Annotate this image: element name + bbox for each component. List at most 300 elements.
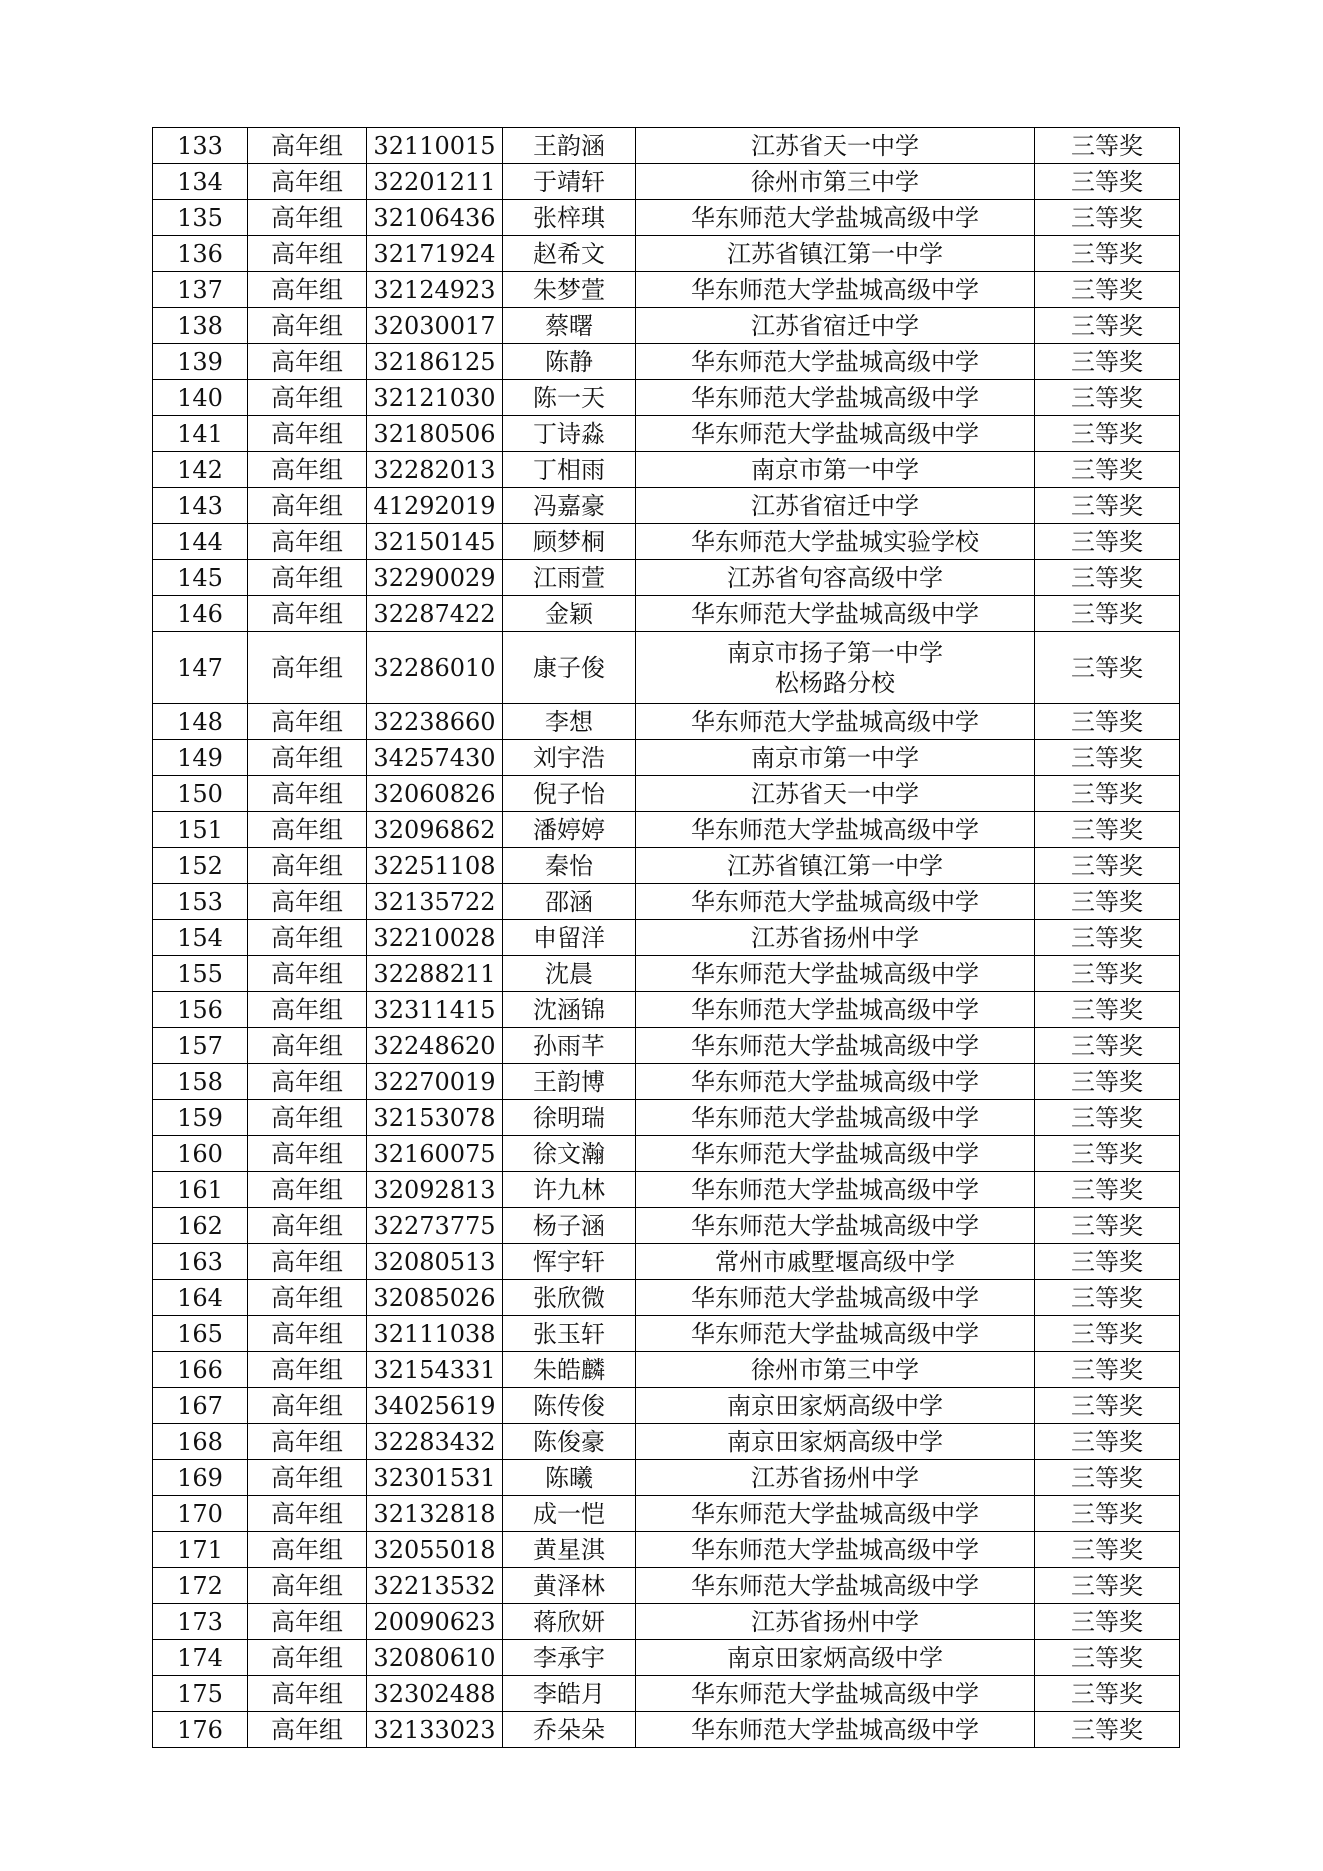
cell-group: 高年组 xyxy=(248,560,367,596)
cell-group: 高年组 xyxy=(248,1244,367,1280)
cell-school xyxy=(636,1244,1035,1280)
cell-group: 高年组 xyxy=(248,380,367,416)
cell-name: 金颖 xyxy=(503,596,636,632)
cell-candidate-id: 32110015 xyxy=(367,128,503,164)
table-row xyxy=(153,1208,1180,1244)
cell-school xyxy=(636,560,1035,596)
table-row xyxy=(153,1460,1180,1496)
school-line: 华东师范大学盐城高级中学 xyxy=(691,1103,979,1132)
cell-candidate-id: 32301531 xyxy=(367,1460,503,1496)
cell-name: 潘婷婷 xyxy=(503,812,636,848)
cell-group: 高年组 xyxy=(248,1532,367,1568)
cell-school xyxy=(636,1100,1035,1136)
cell-school xyxy=(636,416,1035,452)
school-line: 松杨路分校 xyxy=(775,668,895,697)
cell-candidate-id: 32080513 xyxy=(367,1244,503,1280)
cell-candidate-id: 34025619 xyxy=(367,1388,503,1424)
school-line: 华东师范大学盐城高级中学 xyxy=(691,1679,979,1708)
cell-award: 三等奖 xyxy=(1035,416,1180,452)
cell-name: 张欣微 xyxy=(503,1280,636,1316)
school-line: 江苏省天一中学 xyxy=(751,779,919,808)
cell-number: 147 xyxy=(153,632,248,704)
cell-school xyxy=(636,596,1035,632)
cell-group: 高年组 xyxy=(248,524,367,560)
table-body xyxy=(153,128,1180,1748)
cell-name: 王韵博 xyxy=(503,1064,636,1100)
cell-candidate-id: 34257430 xyxy=(367,740,503,776)
cell-award: 三等奖 xyxy=(1035,1532,1180,1568)
cell-number: 160 xyxy=(153,1136,248,1172)
cell-school xyxy=(636,1460,1035,1496)
table-row xyxy=(153,344,1180,380)
cell-number: 148 xyxy=(153,704,248,740)
cell-number: 136 xyxy=(153,236,248,272)
cell-award: 三等奖 xyxy=(1035,812,1180,848)
cell-name: 朱皓麟 xyxy=(503,1352,636,1388)
cell-name: 孙雨芊 xyxy=(503,1028,636,1064)
cell-award: 三等奖 xyxy=(1035,1028,1180,1064)
cell-school xyxy=(636,740,1035,776)
table-row xyxy=(153,812,1180,848)
cell-number: 156 xyxy=(153,992,248,1028)
cell-candidate-id: 32213532 xyxy=(367,1568,503,1604)
school-line: 江苏省天一中学 xyxy=(751,131,919,160)
cell-candidate-id: 32060826 xyxy=(367,776,503,812)
cell-candidate-id: 32273775 xyxy=(367,1208,503,1244)
cell-group: 高年组 xyxy=(248,1208,367,1244)
cell-number: 144 xyxy=(153,524,248,560)
cell-number: 133 xyxy=(153,128,248,164)
cell-award: 三等奖 xyxy=(1035,1172,1180,1208)
table-row xyxy=(153,1172,1180,1208)
cell-school xyxy=(636,200,1035,236)
cell-number: 159 xyxy=(153,1100,248,1136)
cell-number: 143 xyxy=(153,488,248,524)
school-line: 华东师范大学盐城高级中学 xyxy=(691,815,979,844)
cell-candidate-id: 32132818 xyxy=(367,1496,503,1532)
table-row xyxy=(153,1244,1180,1280)
cell-group: 高年组 xyxy=(248,1100,367,1136)
cell-name: 丁诗淼 xyxy=(503,416,636,452)
school-line: 华东师范大学盐城高级中学 xyxy=(691,419,979,448)
cell-school xyxy=(636,452,1035,488)
cell-number: 146 xyxy=(153,596,248,632)
cell-award: 三等奖 xyxy=(1035,1136,1180,1172)
cell-group: 高年组 xyxy=(248,1280,367,1316)
cell-number: 135 xyxy=(153,200,248,236)
cell-name: 陈曦 xyxy=(503,1460,636,1496)
table-row xyxy=(153,848,1180,884)
cell-group: 高年组 xyxy=(248,1460,367,1496)
cell-award: 三等奖 xyxy=(1035,1424,1180,1460)
table-row xyxy=(153,1496,1180,1532)
cell-number: 150 xyxy=(153,776,248,812)
cell-award: 三等奖 xyxy=(1035,920,1180,956)
cell-school xyxy=(636,776,1035,812)
cell-school xyxy=(636,956,1035,992)
cell-candidate-id: 32150145 xyxy=(367,524,503,560)
cell-group: 高年组 xyxy=(248,1640,367,1676)
cell-number: 154 xyxy=(153,920,248,956)
cell-award: 三等奖 xyxy=(1035,596,1180,632)
school-line: 华东师范大学盐城高级中学 xyxy=(691,347,979,376)
school-line: 徐州市第三中学 xyxy=(751,1355,919,1384)
cell-school xyxy=(636,1496,1035,1532)
cell-award: 三等奖 xyxy=(1035,1640,1180,1676)
cell-candidate-id: 32055018 xyxy=(367,1532,503,1568)
cell-name: 恽宇轩 xyxy=(503,1244,636,1280)
table-row xyxy=(153,1640,1180,1676)
cell-award: 三等奖 xyxy=(1035,164,1180,200)
cell-school xyxy=(636,524,1035,560)
cell-award: 三等奖 xyxy=(1035,1496,1180,1532)
cell-school xyxy=(636,380,1035,416)
cell-group: 高年组 xyxy=(248,488,367,524)
cell-number: 138 xyxy=(153,308,248,344)
cell-group: 高年组 xyxy=(248,236,367,272)
cell-group: 高年组 xyxy=(248,1352,367,1388)
cell-group: 高年组 xyxy=(248,1604,367,1640)
cell-number: 168 xyxy=(153,1424,248,1460)
cell-name: 康子俊 xyxy=(503,632,636,704)
school-line: 华东师范大学盐城高级中学 xyxy=(691,1211,979,1240)
cell-group: 高年组 xyxy=(248,992,367,1028)
cell-award: 三等奖 xyxy=(1035,488,1180,524)
cell-award: 三等奖 xyxy=(1035,452,1180,488)
cell-award: 三等奖 xyxy=(1035,236,1180,272)
school-line: 华东师范大学盐城高级中学 xyxy=(691,1031,979,1060)
cell-name: 成一恺 xyxy=(503,1496,636,1532)
cell-number: 142 xyxy=(153,452,248,488)
cell-group: 高年组 xyxy=(248,596,367,632)
table-row xyxy=(153,776,1180,812)
table-row xyxy=(153,992,1180,1028)
cell-school xyxy=(636,1064,1035,1100)
cell-group: 高年组 xyxy=(248,776,367,812)
table-row xyxy=(153,164,1180,200)
cell-school xyxy=(636,128,1035,164)
cell-name: 李想 xyxy=(503,704,636,740)
cell-number: 164 xyxy=(153,1280,248,1316)
cell-group: 高年组 xyxy=(248,272,367,308)
cell-award: 三等奖 xyxy=(1035,200,1180,236)
cell-school xyxy=(636,920,1035,956)
school-line: 南京市第一中学 xyxy=(751,743,919,772)
cell-candidate-id: 32092813 xyxy=(367,1172,503,1208)
table-row xyxy=(153,128,1180,164)
cell-number: 140 xyxy=(153,380,248,416)
cell-candidate-id: 32311415 xyxy=(367,992,503,1028)
cell-name: 张玉轩 xyxy=(503,1316,636,1352)
table-row xyxy=(153,560,1180,596)
results-table xyxy=(152,127,1180,1748)
school-line: 华东师范大学盐城实验学校 xyxy=(691,527,979,556)
cell-name: 赵希文 xyxy=(503,236,636,272)
cell-candidate-id: 32085026 xyxy=(367,1280,503,1316)
cell-number: 158 xyxy=(153,1064,248,1100)
cell-name: 黄星淇 xyxy=(503,1532,636,1568)
school-line: 华东师范大学盐城高级中学 xyxy=(691,707,979,736)
school-line: 江苏省宿迁中学 xyxy=(751,311,919,340)
cell-award: 三等奖 xyxy=(1035,1712,1180,1748)
school-line: 华东师范大学盐城高级中学 xyxy=(691,1499,979,1528)
cell-name: 乔朵朵 xyxy=(503,1712,636,1748)
cell-name: 杨子涵 xyxy=(503,1208,636,1244)
cell-group: 高年组 xyxy=(248,920,367,956)
cell-candidate-id: 32248620 xyxy=(367,1028,503,1064)
cell-school xyxy=(636,1028,1035,1064)
cell-school xyxy=(636,1280,1035,1316)
cell-award: 三等奖 xyxy=(1035,524,1180,560)
cell-candidate-id: 41292019 xyxy=(367,488,503,524)
table-row xyxy=(153,272,1180,308)
cell-group: 高年组 xyxy=(248,200,367,236)
cell-candidate-id: 32288211 xyxy=(367,956,503,992)
cell-candidate-id: 32210028 xyxy=(367,920,503,956)
cell-number: 153 xyxy=(153,884,248,920)
cell-number: 161 xyxy=(153,1172,248,1208)
cell-award: 三等奖 xyxy=(1035,344,1180,380)
cell-group: 高年组 xyxy=(248,164,367,200)
cell-candidate-id: 20090623 xyxy=(367,1604,503,1640)
cell-award: 三等奖 xyxy=(1035,380,1180,416)
cell-group: 高年组 xyxy=(248,1136,367,1172)
table-row xyxy=(153,1100,1180,1136)
cell-award: 三等奖 xyxy=(1035,1676,1180,1712)
cell-award: 三等奖 xyxy=(1035,1208,1180,1244)
cell-group: 高年组 xyxy=(248,308,367,344)
cell-name: 陈静 xyxy=(503,344,636,380)
cell-candidate-id: 32080610 xyxy=(367,1640,503,1676)
school-line: 华东师范大学盐城高级中学 xyxy=(691,203,979,232)
cell-school xyxy=(636,992,1035,1028)
cell-award: 三等奖 xyxy=(1035,848,1180,884)
cell-candidate-id: 32283432 xyxy=(367,1424,503,1460)
table-row xyxy=(153,488,1180,524)
school-line: 华东师范大学盐城高级中学 xyxy=(691,959,979,988)
cell-name: 沈晨 xyxy=(503,956,636,992)
cell-school xyxy=(636,1316,1035,1352)
cell-school xyxy=(636,848,1035,884)
cell-name: 申留洋 xyxy=(503,920,636,956)
cell-number: 139 xyxy=(153,344,248,380)
cell-name: 陈传俊 xyxy=(503,1388,636,1424)
school-line: 华东师范大学盐城高级中学 xyxy=(691,995,979,1024)
cell-group: 高年组 xyxy=(248,1712,367,1748)
school-line: 常州市戚墅堰高级中学 xyxy=(715,1247,955,1276)
cell-number: 165 xyxy=(153,1316,248,1352)
school-line: 华东师范大学盐城高级中学 xyxy=(691,1535,979,1564)
cell-group: 高年组 xyxy=(248,1388,367,1424)
cell-school xyxy=(636,1532,1035,1568)
table-row xyxy=(153,1064,1180,1100)
cell-candidate-id: 32251108 xyxy=(367,848,503,884)
cell-name: 黄泽林 xyxy=(503,1568,636,1604)
school-line: 华东师范大学盐城高级中学 xyxy=(691,383,979,412)
table-row xyxy=(153,704,1180,740)
school-line: 华东师范大学盐城高级中学 xyxy=(691,887,979,916)
cell-group: 高年组 xyxy=(248,1424,367,1460)
cell-number: 145 xyxy=(153,560,248,596)
cell-group: 高年组 xyxy=(248,704,367,740)
school-line: 南京市第一中学 xyxy=(751,455,919,484)
school-line: 江苏省宿迁中学 xyxy=(751,491,919,520)
cell-candidate-id: 32111038 xyxy=(367,1316,503,1352)
school-line: 江苏省扬州中学 xyxy=(751,1607,919,1636)
cell-school xyxy=(636,1676,1035,1712)
cell-number: 141 xyxy=(153,416,248,452)
cell-award: 三等奖 xyxy=(1035,632,1180,704)
school-line: 华东师范大学盐城高级中学 xyxy=(691,1175,979,1204)
cell-name: 陈俊豪 xyxy=(503,1424,636,1460)
table-row xyxy=(153,1568,1180,1604)
cell-number: 149 xyxy=(153,740,248,776)
table-row xyxy=(153,1280,1180,1316)
cell-name: 顾梦桐 xyxy=(503,524,636,560)
cell-group: 高年组 xyxy=(248,1568,367,1604)
cell-name: 丁相雨 xyxy=(503,452,636,488)
cell-group: 高年组 xyxy=(248,1496,367,1532)
cell-school xyxy=(636,1172,1035,1208)
cell-candidate-id: 32282013 xyxy=(367,452,503,488)
school-line: 江苏省句容高级中学 xyxy=(727,563,943,592)
cell-group: 高年组 xyxy=(248,1316,367,1352)
cell-school xyxy=(636,812,1035,848)
cell-name: 李皓月 xyxy=(503,1676,636,1712)
cell-number: 169 xyxy=(153,1460,248,1496)
cell-candidate-id: 32154331 xyxy=(367,1352,503,1388)
cell-school xyxy=(636,632,1035,704)
school-line: 华东师范大学盐城高级中学 xyxy=(691,1067,979,1096)
cell-name: 沈涵锦 xyxy=(503,992,636,1028)
cell-award: 三等奖 xyxy=(1035,1568,1180,1604)
table-row xyxy=(153,1424,1180,1460)
table-row xyxy=(153,200,1180,236)
cell-group: 高年组 xyxy=(248,452,367,488)
cell-group: 高年组 xyxy=(248,848,367,884)
cell-candidate-id: 32030017 xyxy=(367,308,503,344)
cell-number: 174 xyxy=(153,1640,248,1676)
cell-award: 三等奖 xyxy=(1035,992,1180,1028)
cell-candidate-id: 32171924 xyxy=(367,236,503,272)
cell-school xyxy=(636,1352,1035,1388)
cell-group: 高年组 xyxy=(248,1028,367,1064)
cell-candidate-id: 32124923 xyxy=(367,272,503,308)
school-line: 江苏省扬州中学 xyxy=(751,1463,919,1492)
cell-school xyxy=(636,1136,1035,1172)
cell-name: 张梓琪 xyxy=(503,200,636,236)
table-row xyxy=(153,1676,1180,1712)
table-row xyxy=(153,740,1180,776)
cell-name: 李承宇 xyxy=(503,1640,636,1676)
table-row xyxy=(153,1136,1180,1172)
table-row xyxy=(153,1604,1180,1640)
cell-award: 三等奖 xyxy=(1035,560,1180,596)
cell-school xyxy=(636,164,1035,200)
cell-number: 172 xyxy=(153,1568,248,1604)
cell-school xyxy=(636,1604,1035,1640)
cell-name: 蔡曙 xyxy=(503,308,636,344)
table-row xyxy=(153,920,1180,956)
table-row xyxy=(153,452,1180,488)
cell-name: 蒋欣妍 xyxy=(503,1604,636,1640)
school-line: 江苏省镇江第一中学 xyxy=(727,239,943,268)
cell-group: 高年组 xyxy=(248,1676,367,1712)
cell-name: 倪子怡 xyxy=(503,776,636,812)
cell-award: 三等奖 xyxy=(1035,1280,1180,1316)
school-line: 南京田家炳高级中学 xyxy=(727,1427,943,1456)
cell-school xyxy=(636,1712,1035,1748)
school-line: 江苏省扬州中学 xyxy=(751,923,919,952)
cell-candidate-id: 32270019 xyxy=(367,1064,503,1100)
school-line: 南京田家炳高级中学 xyxy=(727,1643,943,1672)
cell-award: 三等奖 xyxy=(1035,272,1180,308)
school-line: 华东师范大学盐城高级中学 xyxy=(691,275,979,304)
cell-name: 朱梦萱 xyxy=(503,272,636,308)
school-line: 徐州市第三中学 xyxy=(751,167,919,196)
cell-school xyxy=(636,1208,1035,1244)
school-line: 南京田家炳高级中学 xyxy=(727,1391,943,1420)
cell-school xyxy=(636,308,1035,344)
cell-number: 157 xyxy=(153,1028,248,1064)
table-row xyxy=(153,1028,1180,1064)
cell-award: 三等奖 xyxy=(1035,1064,1180,1100)
cell-award: 三等奖 xyxy=(1035,1316,1180,1352)
cell-group: 高年组 xyxy=(248,884,367,920)
cell-name: 于靖轩 xyxy=(503,164,636,200)
table-row xyxy=(153,596,1180,632)
cell-school xyxy=(636,884,1035,920)
school-line: 华东师范大学盐城高级中学 xyxy=(691,1571,979,1600)
table-row xyxy=(153,1532,1180,1568)
cell-award: 三等奖 xyxy=(1035,1388,1180,1424)
cell-group: 高年组 xyxy=(248,812,367,848)
cell-candidate-id: 32160075 xyxy=(367,1136,503,1172)
school-line: 江苏省镇江第一中学 xyxy=(727,851,943,880)
cell-award: 三等奖 xyxy=(1035,704,1180,740)
table-row xyxy=(153,524,1180,560)
cell-name: 陈一天 xyxy=(503,380,636,416)
cell-name: 徐明瑞 xyxy=(503,1100,636,1136)
school-line: 南京市扬子第一中学 xyxy=(727,638,943,667)
cell-award: 三等奖 xyxy=(1035,1352,1180,1388)
cell-school xyxy=(636,1424,1035,1460)
cell-award: 三等奖 xyxy=(1035,884,1180,920)
cell-candidate-id: 32106436 xyxy=(367,200,503,236)
cell-group: 高年组 xyxy=(248,632,367,704)
cell-number: 176 xyxy=(153,1712,248,1748)
cell-candidate-id: 32287422 xyxy=(367,596,503,632)
cell-group: 高年组 xyxy=(248,740,367,776)
cell-school xyxy=(636,1568,1035,1604)
cell-group: 高年组 xyxy=(248,416,367,452)
school-line: 华东师范大学盐城高级中学 xyxy=(691,1715,979,1744)
cell-name: 徐文瀚 xyxy=(503,1136,636,1172)
table-row xyxy=(153,956,1180,992)
cell-candidate-id: 32286010 xyxy=(367,632,503,704)
cell-name: 冯嘉豪 xyxy=(503,488,636,524)
cell-name: 许九林 xyxy=(503,1172,636,1208)
cell-group: 高年组 xyxy=(248,956,367,992)
cell-candidate-id: 32238660 xyxy=(367,704,503,740)
cell-name: 秦怡 xyxy=(503,848,636,884)
cell-candidate-id: 32121030 xyxy=(367,380,503,416)
cell-group: 高年组 xyxy=(248,1064,367,1100)
cell-number: 155 xyxy=(153,956,248,992)
cell-number: 170 xyxy=(153,1496,248,1532)
table-row xyxy=(153,416,1180,452)
cell-number: 137 xyxy=(153,272,248,308)
